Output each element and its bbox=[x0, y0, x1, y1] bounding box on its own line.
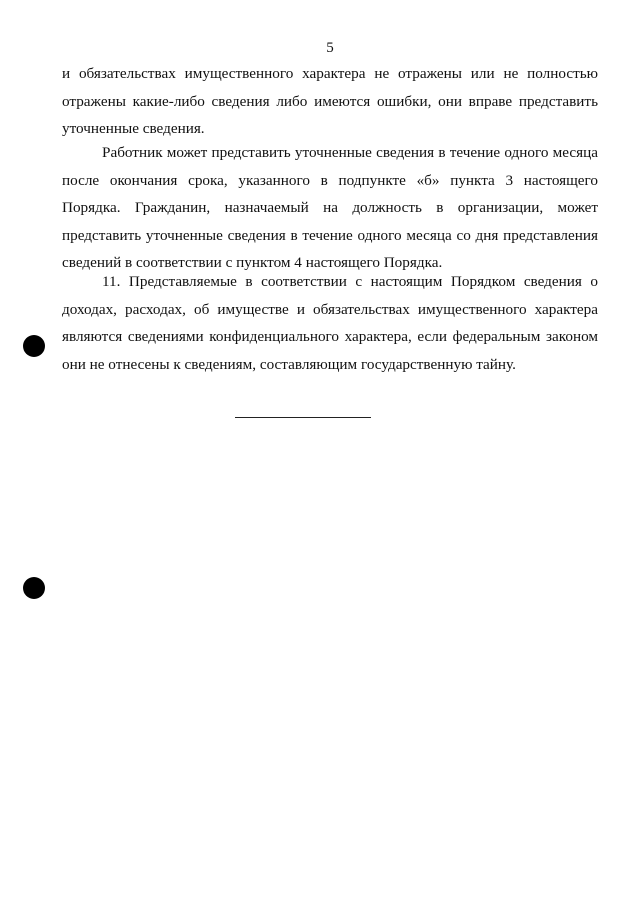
punch-hole-top bbox=[23, 335, 45, 357]
paragraph-continuation bbox=[62, 60, 598, 143]
paragraph-correction-deadline bbox=[62, 139, 598, 277]
end-of-document-rule bbox=[235, 417, 371, 418]
paragraph-11-confidentiality bbox=[62, 268, 598, 378]
paragraph-text: 11. Представляемые в соответствии с настоящим Порядком сведения о доходах, расходах, об имуществе и обязательствах имущественного характера являются сведениями конфиденциального характера, если федеральным законом они не отнесены к сведениям, составляющим государственную тайну. bbox=[62, 273, 598, 373]
paragraph-text: и обязательствах имущественного характера не отражены или не полностью отражены какие-либо сведения либо имеются ошибки, они вправе представить уточненные сведения. bbox=[62, 65, 598, 137]
punch-hole-bottom bbox=[23, 577, 45, 599]
page-number: 5 bbox=[326, 40, 334, 56]
paragraph-text: Работник может представить уточненные сведения в течение одного месяца после окончания срока, указанного в подпункте «б» пункта 3 настоящего Порядка. Гражданин, назначаемый на должность в организации, может представить уточненные сведения в течение одного месяца со дня представления сведений в соответствии с пунктом 4 настоящего Порядка. bbox=[62, 144, 598, 271]
